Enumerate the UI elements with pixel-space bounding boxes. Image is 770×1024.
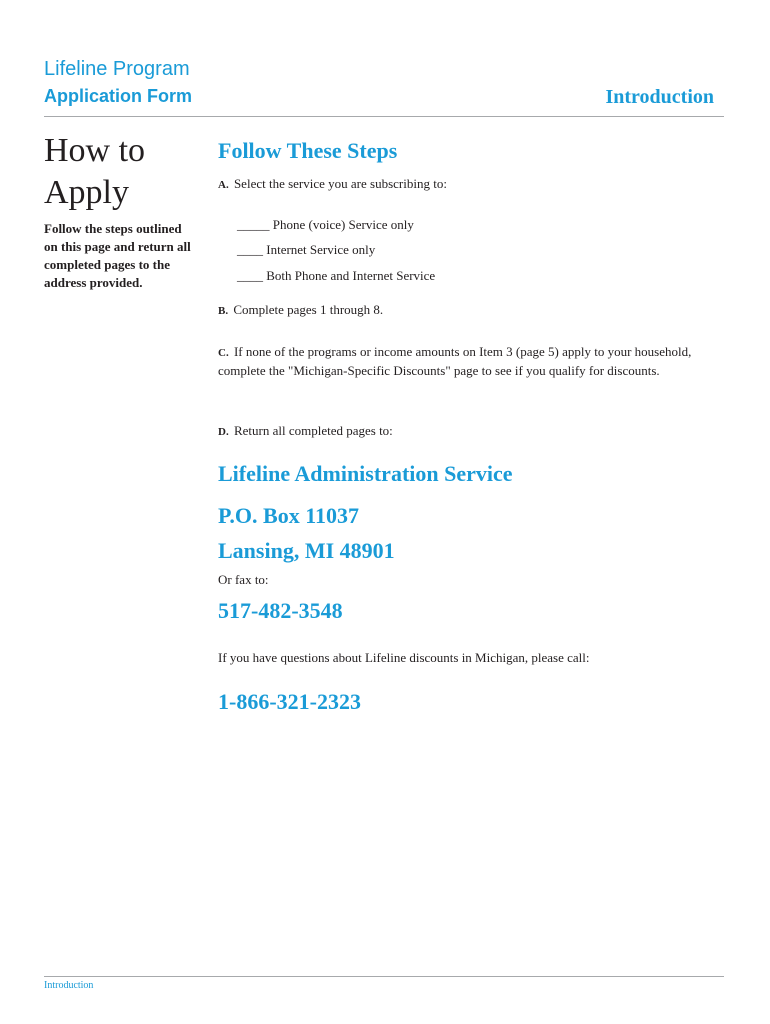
fax-label: Or fax to: [218,572,269,587]
step-d-text: Return all completed pages to: [233,423,393,438]
address-city: Lansing, MI 48901 [218,538,395,563]
step-a-letter: A. [218,179,229,191]
address-po-box: P.O. Box 11037 [218,503,359,528]
program-title: Lifeline Program [44,58,190,80]
step-b-letter: B. [218,305,229,317]
service-option-both: ____ Both Phone and Internet Service [237,268,436,283]
steps-heading: Follow These Steps [218,138,398,163]
section-title: Introduction [605,86,714,108]
service-option-internet: ____ Internet Service only [237,242,376,257]
questions-text: If you have questions about Lifeline discounts in Michigan, please call: [218,650,590,665]
step-b [218,301,718,320]
step-a [218,175,718,194]
footer-divider [44,976,724,977]
form-title: Application Form [44,86,192,106]
step-a-text: Select the service you are subscribing to: [233,176,447,191]
step-d-letter: D. [218,426,229,438]
service-option-phone: _____ Phone (voice) Service only [237,217,414,232]
step-c [218,343,696,380]
footer-label: Introduction [44,980,94,991]
sidebar-title-line2: Apply [44,174,129,211]
fax-number: 517-482-3548 [218,598,343,623]
step-d [218,422,718,441]
questions-phone: 1-866-321-2323 [218,689,361,714]
sidebar-title [44,130,194,214]
address-name: Lifeline Administration Service [218,461,513,486]
step-c-text: If none of the programs or income amounts on Item 3 (page 5) apply to your household, complete the "Michigan-Specific Discounts" page to see if you qualify for discounts. [218,344,692,378]
header-divider [44,116,724,117]
step-b-text: Complete pages 1 through 8. [233,302,384,317]
sidebar-title-line1: How to [44,132,146,169]
step-c-letter: C. [218,347,229,359]
sidebar-instructions: Follow the steps outlined on this page and return all completed pages to the address provided. [44,221,191,290]
